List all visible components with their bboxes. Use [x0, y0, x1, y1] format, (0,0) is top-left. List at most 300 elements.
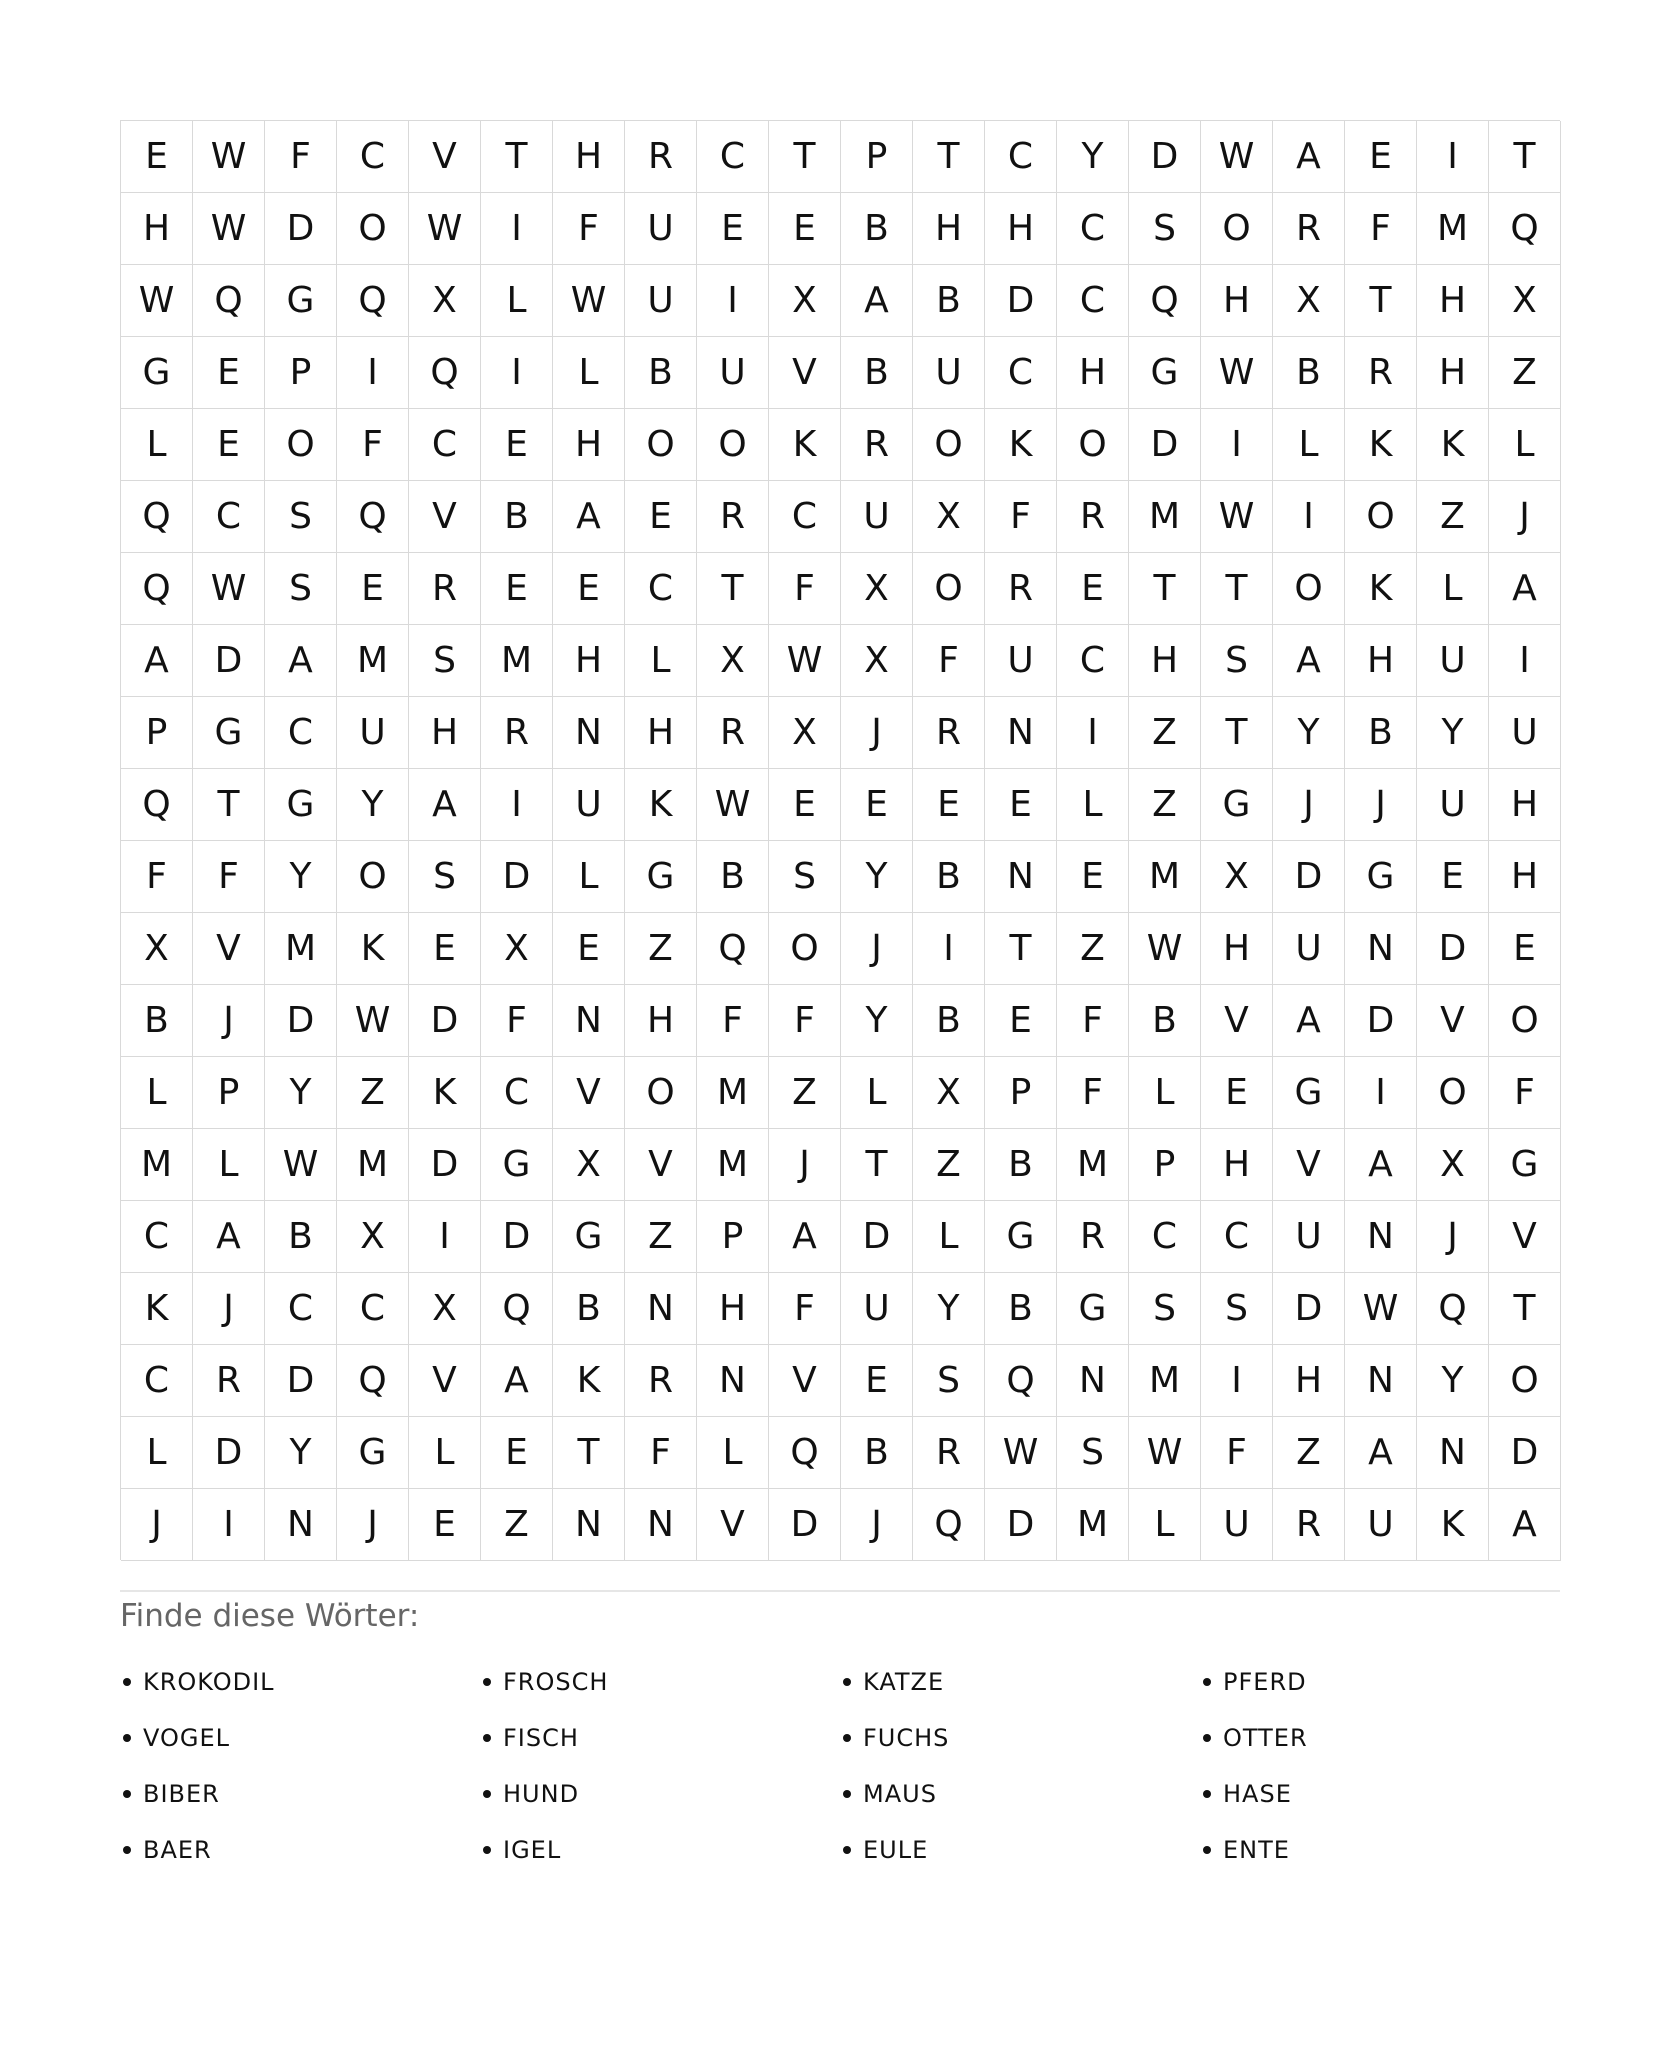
- grid-cell[interactable]: T: [481, 121, 553, 193]
- grid-cell[interactable]: E: [409, 913, 481, 985]
- grid-cell[interactable]: E: [769, 769, 841, 841]
- grid-cell[interactable]: D: [409, 1129, 481, 1201]
- grid-cell[interactable]: O: [337, 841, 409, 913]
- grid-cell[interactable]: E: [841, 1345, 913, 1417]
- grid-cell[interactable]: H: [985, 193, 1057, 265]
- grid-cell[interactable]: J: [121, 1489, 193, 1561]
- grid-cell[interactable]: U: [697, 337, 769, 409]
- grid-cell[interactable]: L: [409, 1417, 481, 1489]
- grid-cell[interactable]: Y: [337, 769, 409, 841]
- grid-cell[interactable]: Z: [1129, 697, 1201, 769]
- grid-cell[interactable]: J: [1489, 481, 1561, 553]
- grid-cell[interactable]: G: [985, 1201, 1057, 1273]
- grid-cell[interactable]: Y: [913, 1273, 985, 1345]
- grid-cell[interactable]: I: [1489, 625, 1561, 697]
- grid-cell[interactable]: A: [1345, 1129, 1417, 1201]
- grid-cell[interactable]: X: [1489, 265, 1561, 337]
- grid-cell[interactable]: C: [985, 121, 1057, 193]
- grid-cell[interactable]: Q: [1129, 265, 1201, 337]
- grid-cell[interactable]: B: [553, 1273, 625, 1345]
- grid-cell[interactable]: K: [1417, 409, 1489, 481]
- grid-cell[interactable]: X: [769, 265, 841, 337]
- grid-cell[interactable]: K: [337, 913, 409, 985]
- grid-cell[interactable]: C: [1057, 625, 1129, 697]
- grid-cell[interactable]: W: [1129, 1417, 1201, 1489]
- grid-cell[interactable]: A: [265, 625, 337, 697]
- grid-cell[interactable]: T: [1489, 121, 1561, 193]
- grid-cell[interactable]: C: [265, 1273, 337, 1345]
- grid-cell[interactable]: U: [1417, 769, 1489, 841]
- grid-cell[interactable]: C: [265, 697, 337, 769]
- grid-cell[interactable]: H: [409, 697, 481, 769]
- grid-cell[interactable]: I: [1057, 697, 1129, 769]
- grid-cell[interactable]: U: [841, 481, 913, 553]
- grid-cell[interactable]: G: [1273, 1057, 1345, 1129]
- grid-cell[interactable]: D: [1345, 985, 1417, 1057]
- grid-cell[interactable]: C: [1057, 193, 1129, 265]
- grid-cell[interactable]: X: [697, 625, 769, 697]
- grid-cell[interactable]: C: [121, 1201, 193, 1273]
- grid-cell[interactable]: F: [913, 625, 985, 697]
- grid-cell[interactable]: M: [1417, 193, 1489, 265]
- grid-cell[interactable]: L: [625, 625, 697, 697]
- grid-cell[interactable]: H: [553, 121, 625, 193]
- grid-cell[interactable]: G: [121, 337, 193, 409]
- grid-cell[interactable]: G: [1345, 841, 1417, 913]
- grid-cell[interactable]: E: [1345, 121, 1417, 193]
- grid-cell[interactable]: H: [121, 193, 193, 265]
- grid-cell[interactable]: Q: [409, 337, 481, 409]
- grid-cell[interactable]: R: [1345, 337, 1417, 409]
- grid-cell[interactable]: R: [409, 553, 481, 625]
- grid-cell[interactable]: X: [841, 625, 913, 697]
- grid-cell[interactable]: H: [625, 697, 697, 769]
- grid-cell[interactable]: V: [625, 1129, 697, 1201]
- grid-cell[interactable]: Z: [1057, 913, 1129, 985]
- grid-cell[interactable]: U: [625, 193, 697, 265]
- grid-cell[interactable]: V: [1201, 985, 1273, 1057]
- grid-cell[interactable]: L: [1057, 769, 1129, 841]
- grid-cell[interactable]: K: [625, 769, 697, 841]
- grid-cell[interactable]: H: [1417, 337, 1489, 409]
- grid-cell[interactable]: N: [553, 1489, 625, 1561]
- grid-cell[interactable]: E: [481, 553, 553, 625]
- grid-cell[interactable]: V: [769, 1345, 841, 1417]
- grid-cell[interactable]: R: [841, 409, 913, 481]
- grid-cell[interactable]: H: [1417, 265, 1489, 337]
- grid-cell[interactable]: F: [1057, 1057, 1129, 1129]
- grid-cell[interactable]: H: [1489, 769, 1561, 841]
- grid-cell[interactable]: S: [913, 1345, 985, 1417]
- grid-cell[interactable]: T: [1201, 553, 1273, 625]
- grid-cell[interactable]: Q: [337, 481, 409, 553]
- grid-cell[interactable]: R: [1273, 1489, 1345, 1561]
- grid-cell[interactable]: L: [553, 841, 625, 913]
- grid-cell[interactable]: B: [913, 265, 985, 337]
- grid-cell[interactable]: X: [409, 1273, 481, 1345]
- grid-cell[interactable]: D: [481, 841, 553, 913]
- grid-cell[interactable]: X: [121, 913, 193, 985]
- grid-cell[interactable]: A: [769, 1201, 841, 1273]
- grid-cell[interactable]: N: [1345, 1201, 1417, 1273]
- grid-cell[interactable]: E: [481, 409, 553, 481]
- grid-cell[interactable]: T: [841, 1129, 913, 1201]
- grid-cell[interactable]: D: [769, 1489, 841, 1561]
- grid-cell[interactable]: Y: [265, 841, 337, 913]
- grid-cell[interactable]: Z: [1129, 769, 1201, 841]
- grid-cell[interactable]: M: [265, 913, 337, 985]
- grid-cell[interactable]: M: [337, 625, 409, 697]
- grid-cell[interactable]: F: [265, 121, 337, 193]
- grid-cell[interactable]: Y: [1273, 697, 1345, 769]
- grid-cell[interactable]: B: [265, 1201, 337, 1273]
- grid-cell[interactable]: H: [1201, 913, 1273, 985]
- grid-cell[interactable]: G: [193, 697, 265, 769]
- grid-cell[interactable]: I: [481, 337, 553, 409]
- grid-cell[interactable]: O: [1345, 481, 1417, 553]
- grid-cell[interactable]: B: [625, 337, 697, 409]
- grid-cell[interactable]: P: [841, 121, 913, 193]
- grid-cell[interactable]: Q: [985, 1345, 1057, 1417]
- grid-cell[interactable]: X: [481, 913, 553, 985]
- grid-cell[interactable]: H: [553, 625, 625, 697]
- grid-cell[interactable]: P: [121, 697, 193, 769]
- grid-cell[interactable]: H: [1201, 265, 1273, 337]
- grid-cell[interactable]: Q: [337, 265, 409, 337]
- grid-cell[interactable]: R: [1057, 481, 1129, 553]
- grid-cell[interactable]: R: [481, 697, 553, 769]
- grid-cell[interactable]: L: [481, 265, 553, 337]
- grid-cell[interactable]: C: [769, 481, 841, 553]
- grid-cell[interactable]: R: [697, 481, 769, 553]
- grid-cell[interactable]: Y: [1417, 697, 1489, 769]
- grid-cell[interactable]: Y: [265, 1417, 337, 1489]
- grid-cell[interactable]: Q: [121, 553, 193, 625]
- grid-cell[interactable]: F: [121, 841, 193, 913]
- grid-cell[interactable]: N: [985, 841, 1057, 913]
- grid-cell[interactable]: S: [265, 481, 337, 553]
- grid-cell[interactable]: V: [193, 913, 265, 985]
- grid-cell[interactable]: B: [481, 481, 553, 553]
- grid-cell[interactable]: J: [841, 913, 913, 985]
- grid-cell[interactable]: F: [985, 481, 1057, 553]
- grid-cell[interactable]: Y: [841, 985, 913, 1057]
- grid-cell[interactable]: O: [1489, 985, 1561, 1057]
- grid-cell[interactable]: S: [409, 841, 481, 913]
- grid-cell[interactable]: S: [769, 841, 841, 913]
- grid-cell[interactable]: Q: [193, 265, 265, 337]
- grid-cell[interactable]: L: [1129, 1057, 1201, 1129]
- grid-cell[interactable]: J: [337, 1489, 409, 1561]
- grid-cell[interactable]: X: [913, 481, 985, 553]
- grid-cell[interactable]: U: [1417, 625, 1489, 697]
- grid-cell[interactable]: W: [409, 193, 481, 265]
- grid-cell[interactable]: D: [985, 1489, 1057, 1561]
- grid-cell[interactable]: A: [1489, 553, 1561, 625]
- grid-cell[interactable]: P: [697, 1201, 769, 1273]
- grid-cell[interactable]: L: [1489, 409, 1561, 481]
- grid-cell[interactable]: C: [409, 409, 481, 481]
- grid-cell[interactable]: B: [1345, 697, 1417, 769]
- grid-cell[interactable]: H: [1057, 337, 1129, 409]
- grid-cell[interactable]: E: [841, 769, 913, 841]
- grid-cell[interactable]: O: [913, 553, 985, 625]
- grid-cell[interactable]: G: [337, 1417, 409, 1489]
- grid-cell[interactable]: O: [625, 1057, 697, 1129]
- grid-cell[interactable]: A: [409, 769, 481, 841]
- grid-cell[interactable]: U: [1201, 1489, 1273, 1561]
- grid-cell[interactable]: N: [625, 1273, 697, 1345]
- grid-cell[interactable]: S: [265, 553, 337, 625]
- grid-cell[interactable]: B: [1273, 337, 1345, 409]
- grid-cell[interactable]: N: [265, 1489, 337, 1561]
- grid-cell[interactable]: I: [1201, 409, 1273, 481]
- grid-cell[interactable]: B: [697, 841, 769, 913]
- grid-cell[interactable]: Q: [1489, 193, 1561, 265]
- grid-cell[interactable]: U: [1345, 1489, 1417, 1561]
- grid-cell[interactable]: B: [841, 337, 913, 409]
- grid-cell[interactable]: D: [409, 985, 481, 1057]
- grid-cell[interactable]: K: [985, 409, 1057, 481]
- grid-cell[interactable]: U: [985, 625, 1057, 697]
- grid-cell[interactable]: F: [553, 193, 625, 265]
- grid-cell[interactable]: U: [913, 337, 985, 409]
- grid-cell[interactable]: W: [193, 193, 265, 265]
- grid-cell[interactable]: L: [193, 1129, 265, 1201]
- grid-cell[interactable]: E: [553, 553, 625, 625]
- grid-cell[interactable]: U: [553, 769, 625, 841]
- grid-cell[interactable]: E: [337, 553, 409, 625]
- grid-cell[interactable]: E: [553, 913, 625, 985]
- grid-cell[interactable]: N: [1417, 1417, 1489, 1489]
- grid-cell[interactable]: E: [1489, 913, 1561, 985]
- grid-cell[interactable]: E: [121, 121, 193, 193]
- grid-cell[interactable]: W: [1129, 913, 1201, 985]
- grid-cell[interactable]: O: [1201, 193, 1273, 265]
- grid-cell[interactable]: A: [841, 265, 913, 337]
- grid-cell[interactable]: K: [1345, 553, 1417, 625]
- grid-cell[interactable]: F: [769, 553, 841, 625]
- grid-cell[interactable]: N: [1057, 1345, 1129, 1417]
- grid-cell[interactable]: Y: [1417, 1345, 1489, 1417]
- grid-cell[interactable]: X: [913, 1057, 985, 1129]
- grid-cell[interactable]: E: [1417, 841, 1489, 913]
- grid-cell[interactable]: Q: [769, 1417, 841, 1489]
- grid-cell[interactable]: W: [1201, 337, 1273, 409]
- grid-cell[interactable]: E: [697, 193, 769, 265]
- grid-cell[interactable]: A: [1345, 1417, 1417, 1489]
- grid-cell[interactable]: E: [481, 1417, 553, 1489]
- grid-cell[interactable]: Z: [1273, 1417, 1345, 1489]
- grid-cell[interactable]: H: [1129, 625, 1201, 697]
- grid-cell[interactable]: G: [481, 1129, 553, 1201]
- grid-cell[interactable]: J: [841, 1489, 913, 1561]
- grid-cell[interactable]: F: [625, 1417, 697, 1489]
- grid-cell[interactable]: M: [337, 1129, 409, 1201]
- grid-cell[interactable]: Q: [337, 1345, 409, 1417]
- grid-cell[interactable]: J: [769, 1129, 841, 1201]
- grid-cell[interactable]: E: [409, 1489, 481, 1561]
- grid-cell[interactable]: U: [841, 1273, 913, 1345]
- grid-cell[interactable]: V: [1489, 1201, 1561, 1273]
- grid-cell[interactable]: C: [337, 1273, 409, 1345]
- grid-cell[interactable]: L: [841, 1057, 913, 1129]
- grid-cell[interactable]: H: [913, 193, 985, 265]
- grid-cell[interactable]: I: [1345, 1057, 1417, 1129]
- grid-cell[interactable]: F: [1489, 1057, 1561, 1129]
- grid-cell[interactable]: R: [913, 697, 985, 769]
- grid-cell[interactable]: S: [1129, 193, 1201, 265]
- grid-cell[interactable]: L: [1129, 1489, 1201, 1561]
- grid-cell[interactable]: B: [985, 1129, 1057, 1201]
- grid-cell[interactable]: D: [1129, 409, 1201, 481]
- grid-cell[interactable]: C: [481, 1057, 553, 1129]
- grid-cell[interactable]: P: [193, 1057, 265, 1129]
- grid-cell[interactable]: I: [337, 337, 409, 409]
- grid-cell[interactable]: R: [1273, 193, 1345, 265]
- grid-cell[interactable]: G: [1489, 1129, 1561, 1201]
- grid-cell[interactable]: W: [193, 121, 265, 193]
- grid-cell[interactable]: Q: [913, 1489, 985, 1561]
- grid-cell[interactable]: K: [769, 409, 841, 481]
- grid-cell[interactable]: A: [121, 625, 193, 697]
- grid-cell[interactable]: Z: [625, 913, 697, 985]
- grid-cell[interactable]: B: [121, 985, 193, 1057]
- grid-cell[interactable]: D: [481, 1201, 553, 1273]
- grid-cell[interactable]: I: [1417, 121, 1489, 193]
- grid-cell[interactable]: O: [1417, 1057, 1489, 1129]
- grid-cell[interactable]: E: [1201, 1057, 1273, 1129]
- grid-cell[interactable]: J: [841, 697, 913, 769]
- grid-cell[interactable]: N: [553, 985, 625, 1057]
- grid-cell[interactable]: O: [913, 409, 985, 481]
- grid-cell[interactable]: A: [1273, 985, 1345, 1057]
- grid-cell[interactable]: D: [1489, 1417, 1561, 1489]
- grid-cell[interactable]: N: [1345, 913, 1417, 985]
- grid-cell[interactable]: T: [1201, 697, 1273, 769]
- grid-cell[interactable]: E: [193, 409, 265, 481]
- grid-cell[interactable]: Z: [625, 1201, 697, 1273]
- grid-cell[interactable]: C: [337, 121, 409, 193]
- grid-cell[interactable]: Z: [1417, 481, 1489, 553]
- grid-cell[interactable]: I: [481, 193, 553, 265]
- grid-cell[interactable]: C: [1129, 1201, 1201, 1273]
- grid-cell[interactable]: X: [409, 265, 481, 337]
- grid-cell[interactable]: X: [1273, 265, 1345, 337]
- grid-cell[interactable]: J: [193, 985, 265, 1057]
- grid-cell[interactable]: C: [625, 553, 697, 625]
- grid-cell[interactable]: R: [913, 1417, 985, 1489]
- grid-cell[interactable]: A: [553, 481, 625, 553]
- grid-cell[interactable]: A: [1273, 625, 1345, 697]
- grid-cell[interactable]: S: [409, 625, 481, 697]
- grid-cell[interactable]: P: [985, 1057, 1057, 1129]
- grid-cell[interactable]: B: [841, 1417, 913, 1489]
- grid-cell[interactable]: E: [769, 193, 841, 265]
- grid-cell[interactable]: A: [1273, 121, 1345, 193]
- grid-cell[interactable]: F: [1345, 193, 1417, 265]
- grid-cell[interactable]: J: [1345, 769, 1417, 841]
- grid-cell[interactable]: Y: [841, 841, 913, 913]
- grid-cell[interactable]: K: [121, 1273, 193, 1345]
- grid-cell[interactable]: O: [697, 409, 769, 481]
- grid-cell[interactable]: T: [697, 553, 769, 625]
- grid-cell[interactable]: A: [481, 1345, 553, 1417]
- grid-cell[interactable]: Z: [1489, 337, 1561, 409]
- grid-cell[interactable]: L: [913, 1201, 985, 1273]
- grid-cell[interactable]: E: [985, 985, 1057, 1057]
- grid-cell[interactable]: E: [913, 769, 985, 841]
- grid-cell[interactable]: A: [1489, 1489, 1561, 1561]
- grid-cell[interactable]: S: [1201, 625, 1273, 697]
- grid-cell[interactable]: O: [625, 409, 697, 481]
- grid-cell[interactable]: B: [913, 985, 985, 1057]
- grid-cell[interactable]: R: [697, 697, 769, 769]
- grid-cell[interactable]: I: [193, 1489, 265, 1561]
- grid-cell[interactable]: D: [193, 1417, 265, 1489]
- grid-cell[interactable]: F: [697, 985, 769, 1057]
- grid-cell[interactable]: O: [1057, 409, 1129, 481]
- grid-cell[interactable]: J: [1417, 1201, 1489, 1273]
- grid-cell[interactable]: T: [769, 121, 841, 193]
- grid-cell[interactable]: F: [193, 841, 265, 913]
- grid-cell[interactable]: V: [697, 1489, 769, 1561]
- grid-cell[interactable]: X: [553, 1129, 625, 1201]
- grid-cell[interactable]: D: [841, 1201, 913, 1273]
- grid-cell[interactable]: H: [1489, 841, 1561, 913]
- grid-cell[interactable]: C: [1201, 1201, 1273, 1273]
- grid-cell[interactable]: W: [697, 769, 769, 841]
- grid-cell[interactable]: Z: [913, 1129, 985, 1201]
- grid-cell[interactable]: Z: [337, 1057, 409, 1129]
- grid-cell[interactable]: W: [265, 1129, 337, 1201]
- grid-cell[interactable]: N: [985, 697, 1057, 769]
- grid-cell[interactable]: L: [121, 1417, 193, 1489]
- grid-cell[interactable]: M: [697, 1129, 769, 1201]
- grid-cell[interactable]: F: [1057, 985, 1129, 1057]
- grid-cell[interactable]: W: [553, 265, 625, 337]
- grid-cell[interactable]: H: [553, 409, 625, 481]
- grid-cell[interactable]: N: [697, 1345, 769, 1417]
- grid-cell[interactable]: X: [841, 553, 913, 625]
- grid-cell[interactable]: H: [697, 1273, 769, 1345]
- grid-cell[interactable]: Y: [1057, 121, 1129, 193]
- grid-cell[interactable]: F: [769, 1273, 841, 1345]
- grid-cell[interactable]: O: [265, 409, 337, 481]
- grid-cell[interactable]: C: [121, 1345, 193, 1417]
- grid-cell[interactable]: Z: [769, 1057, 841, 1129]
- grid-cell[interactable]: R: [985, 553, 1057, 625]
- grid-cell[interactable]: V: [409, 121, 481, 193]
- grid-cell[interactable]: A: [193, 1201, 265, 1273]
- grid-cell[interactable]: Z: [481, 1489, 553, 1561]
- grid-cell[interactable]: J: [193, 1273, 265, 1345]
- grid-cell[interactable]: Q: [697, 913, 769, 985]
- grid-cell[interactable]: V: [409, 1345, 481, 1417]
- grid-cell[interactable]: G: [265, 769, 337, 841]
- grid-cell[interactable]: W: [1201, 121, 1273, 193]
- grid-cell[interactable]: I: [481, 769, 553, 841]
- grid-cell[interactable]: U: [337, 697, 409, 769]
- grid-cell[interactable]: B: [841, 193, 913, 265]
- grid-cell[interactable]: F: [769, 985, 841, 1057]
- grid-cell[interactable]: G: [1129, 337, 1201, 409]
- grid-cell[interactable]: I: [913, 913, 985, 985]
- grid-cell[interactable]: T: [985, 913, 1057, 985]
- grid-cell[interactable]: D: [1417, 913, 1489, 985]
- grid-cell[interactable]: R: [625, 1345, 697, 1417]
- grid-cell[interactable]: T: [193, 769, 265, 841]
